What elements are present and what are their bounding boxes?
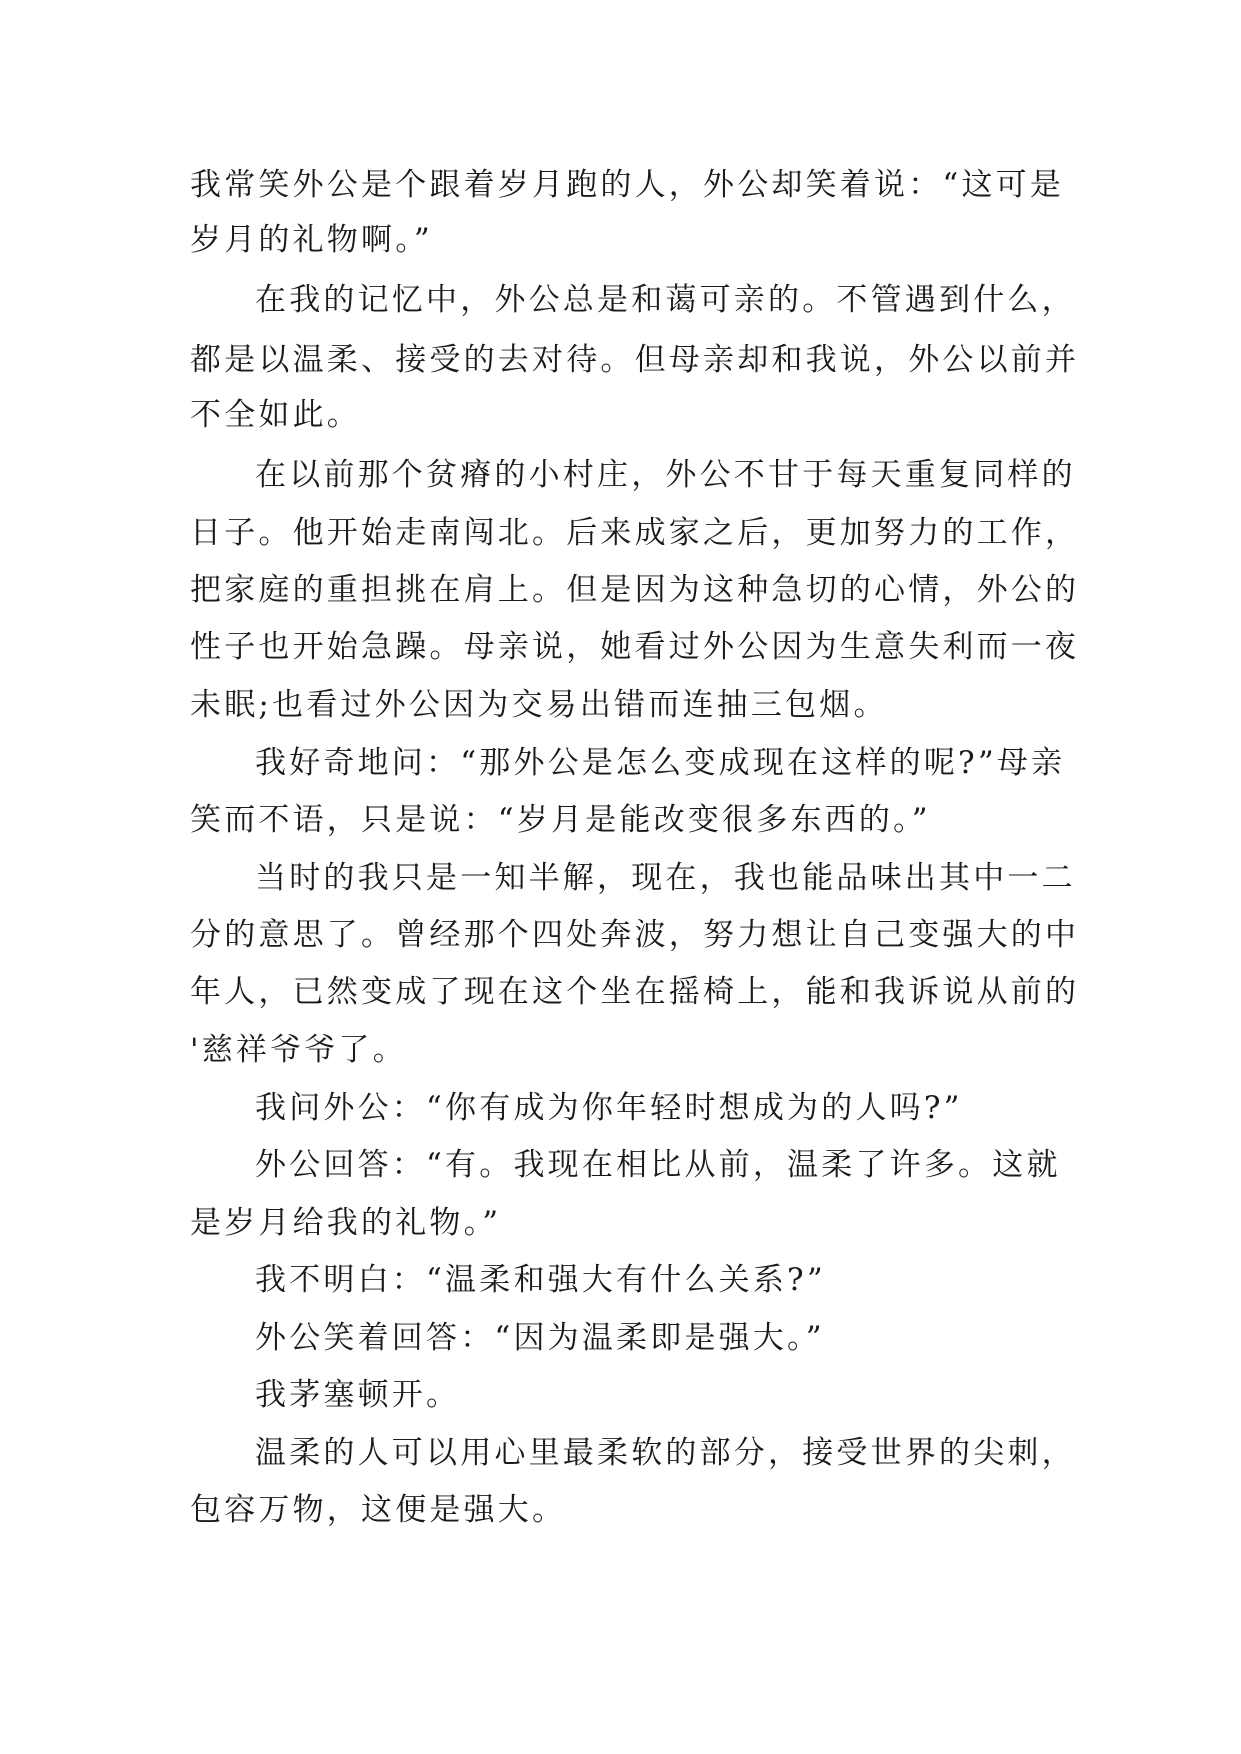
paragraph-start-line: 当时的我只是一知半解，现在，我也能品味出其中一二: [255, 860, 1076, 896]
text-line: 我常笑外公是个跟着岁月跑的人，外公却笑着说：“这可是: [190, 167, 1065, 203]
text-line: 都是以温柔、接受的去对待。但母亲却和我说，外公以前并: [190, 342, 1080, 378]
text-line: 日子。他开始走南闯北。后来成家之后，更加努力的工作，: [190, 515, 1080, 551]
paragraph-start-line: 外公回答：“有。我现在相比从前，温柔了许多。这就: [255, 1147, 1061, 1183]
text-line: 未眠;也看过外公因为交易出错而连抽三包烟。: [190, 687, 888, 723]
paragraph-start-line: 在我的记忆中，外公总是和蔼可亲的。不管遇到什么，: [255, 282, 1076, 318]
text-line: 性子也开始急躁。母亲说，她看过外公因为生意失利而一夜: [190, 629, 1080, 665]
text-line: '慈祥爷爷了。: [190, 1032, 407, 1068]
paragraph-start-line: 我不明白：“温柔和强大有什么关系?”: [255, 1262, 826, 1298]
text-line: 包容万物，这便是强大。: [190, 1492, 567, 1528]
paragraph-start-line: 我好奇地问：“那外公是怎么变成现在这样的呢?”母亲: [255, 745, 1066, 781]
paragraph-start-line: 温柔的人可以用心里最柔软的部分，接受世界的尖刺，: [255, 1435, 1076, 1471]
paragraph-start-line: 外公笑着回答：“因为温柔即是强大。”: [255, 1320, 825, 1356]
text-line: 年人，已然变成了现在这个坐在摇椅上，能和我诉说从前的: [190, 974, 1080, 1010]
paragraph-start-line: 在以前那个贫瘠的小村庄，外公不甘于每天重复同样的: [255, 457, 1076, 493]
text-line: 分的意思了。曾经那个四处奔波，努力想让自己变强大的中: [190, 917, 1080, 953]
paragraph-start-line: 我茅塞顿开。: [255, 1377, 461, 1413]
text-line: 笑而不语，只是说：“岁月是能改变很多东西的。”: [190, 802, 931, 838]
text-line: 是岁月给我的礼物。”: [190, 1205, 502, 1241]
text-line: 把家庭的重担挑在肩上。但是因为这种急切的心情，外公的: [190, 572, 1080, 608]
text-line: 不全如此。: [190, 397, 361, 433]
text-line: 岁月的礼物啊。”: [190, 222, 433, 258]
paragraph-start-line: 我问外公：“你有成为你年轻时想成为的人吗?”: [255, 1090, 963, 1126]
